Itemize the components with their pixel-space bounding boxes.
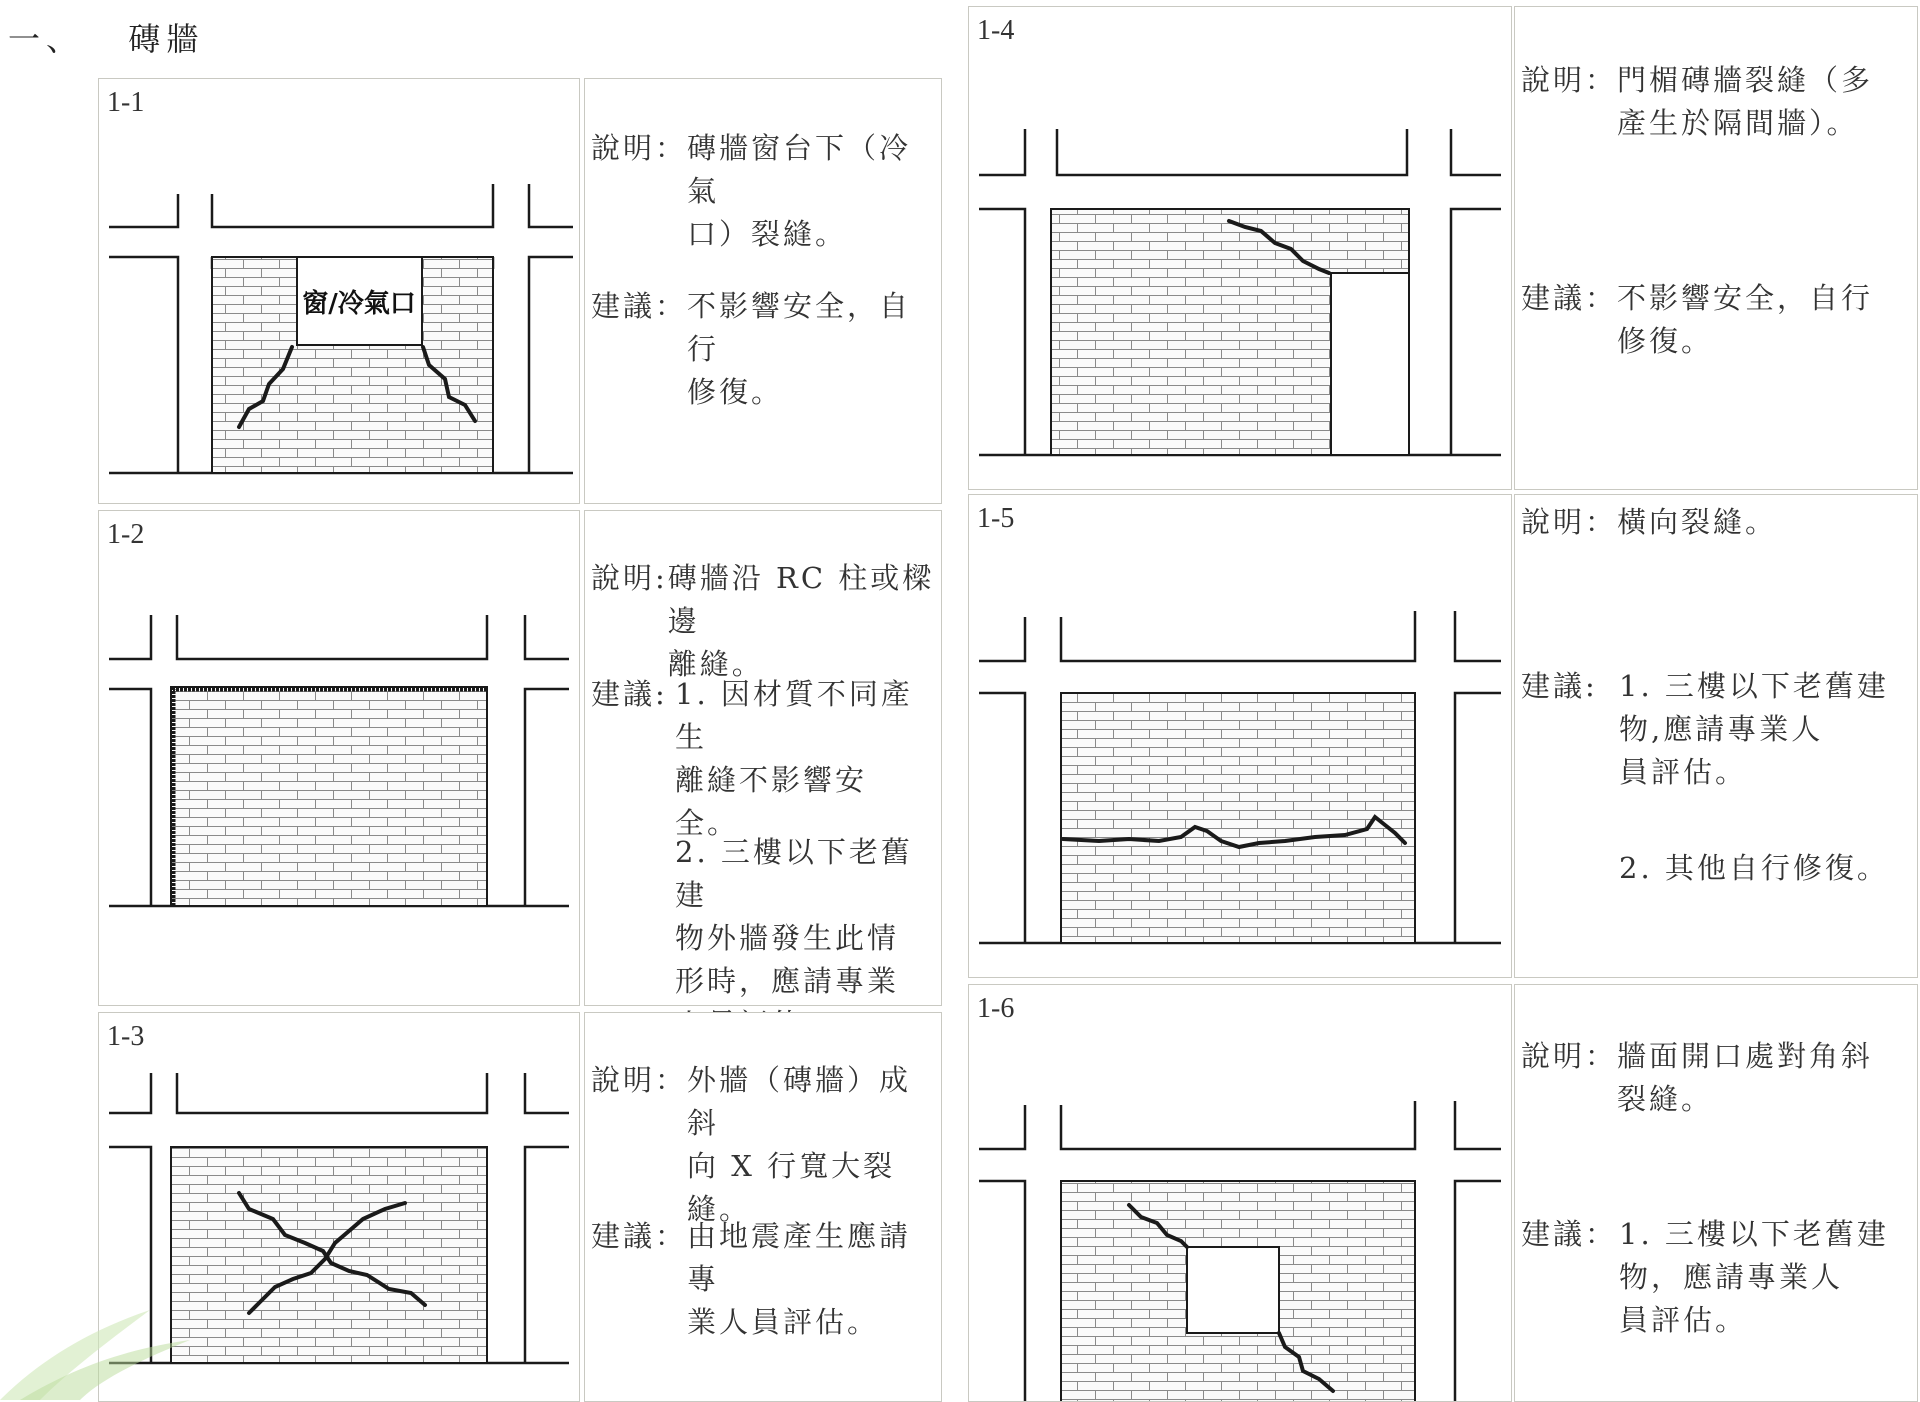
description-label: 說明： xyxy=(1521,1039,1618,1073)
description-text: 門楣磚牆裂縫（多 產生於隔間牆）。 xyxy=(1617,63,1874,140)
wall-diagram xyxy=(969,495,1511,977)
heading-title: 磚牆 xyxy=(128,20,205,58)
figure-panel-1-6 xyxy=(968,984,1512,1402)
description-text: 橫向裂縫。 xyxy=(1617,505,1778,539)
figure-number: 1-5 xyxy=(977,503,1015,534)
figure-number: 1-1 xyxy=(107,87,145,118)
description-text: 外牆（磚牆）成斜 向 X 行寬大裂縫。 xyxy=(687,1063,912,1226)
heading-prefix: 一、 xyxy=(8,20,85,58)
section-heading xyxy=(8,14,204,60)
wall-diagram xyxy=(969,985,1511,1401)
wall-diagram xyxy=(99,79,579,503)
window-label: 窗/冷氣口 xyxy=(302,289,416,319)
advice-item: 2. 三樓以下老舊建 物外牆發生此情 形時，應請專業 xyxy=(675,835,913,998)
advice-text: 由地震產生應請專 業人員評估。 xyxy=(687,1219,912,1339)
advice-item: 2. 其他自行修復。 xyxy=(1619,851,1889,885)
advice-item: 1. 三樓以下老舊建 物,應請專業人 員評估。 xyxy=(1619,669,1889,789)
figure-panel-1-5 xyxy=(968,494,1512,978)
advice-label: 建議: xyxy=(591,677,668,711)
advice-label: 建議： xyxy=(1521,1217,1618,1251)
advice-label: 建議: xyxy=(1521,669,1598,703)
figure-number: 1-6 xyxy=(977,993,1015,1024)
advice-text: 不影響安全，自行 修復。 xyxy=(1617,281,1874,358)
explanation-panel-1-1 xyxy=(584,78,942,504)
advice-label: 建議： xyxy=(1521,281,1618,315)
description-text: 磚牆沿 RC 柱或樑邊 離縫。 xyxy=(667,561,935,681)
description-label: 說明： xyxy=(591,1063,688,1097)
figure-number: 1-4 xyxy=(977,15,1015,46)
wall-diagram xyxy=(99,511,579,1005)
explanation-panel-1-4 xyxy=(1514,6,1918,490)
description-text: 牆面開口處對角斜 裂縫。 xyxy=(1617,1039,1874,1116)
advice-text: 不影響安全，自行 修復。 xyxy=(687,289,912,409)
description-label: 說明： xyxy=(1521,63,1618,97)
explanation-panel-1-5 xyxy=(1514,494,1918,978)
description-text: 磚牆窗台下（冷氣 口）裂縫。 xyxy=(687,131,912,251)
figure-panel-1-4 xyxy=(968,6,1512,490)
figure-panel-1-1 xyxy=(98,78,580,504)
advice-item: 1. 因材質不同產生 離縫不影響安 全。 xyxy=(675,677,913,840)
advice-item: 1. 三樓以下老舊建 物，應請專業人 員評估。 xyxy=(1619,1217,1889,1337)
wall-diagram xyxy=(969,7,1511,489)
advice-label: 建議： xyxy=(591,1219,688,1253)
description-label: 說明： xyxy=(591,131,688,165)
figure-number: 1-3 xyxy=(107,1021,145,1052)
figure-number: 1-2 xyxy=(107,519,145,550)
decorative-leaf-graphic xyxy=(0,1250,260,1400)
figure-panel-1-2 xyxy=(98,510,580,1006)
explanation-panel-1-6 xyxy=(1514,984,1918,1402)
advice-label: 建議： xyxy=(591,289,688,323)
description-label: 說明： xyxy=(1521,505,1618,539)
explanation-panel-1-3 xyxy=(584,1012,942,1402)
explanation-panel-1-2 xyxy=(584,510,942,1006)
description-label: 說明: xyxy=(591,561,668,595)
